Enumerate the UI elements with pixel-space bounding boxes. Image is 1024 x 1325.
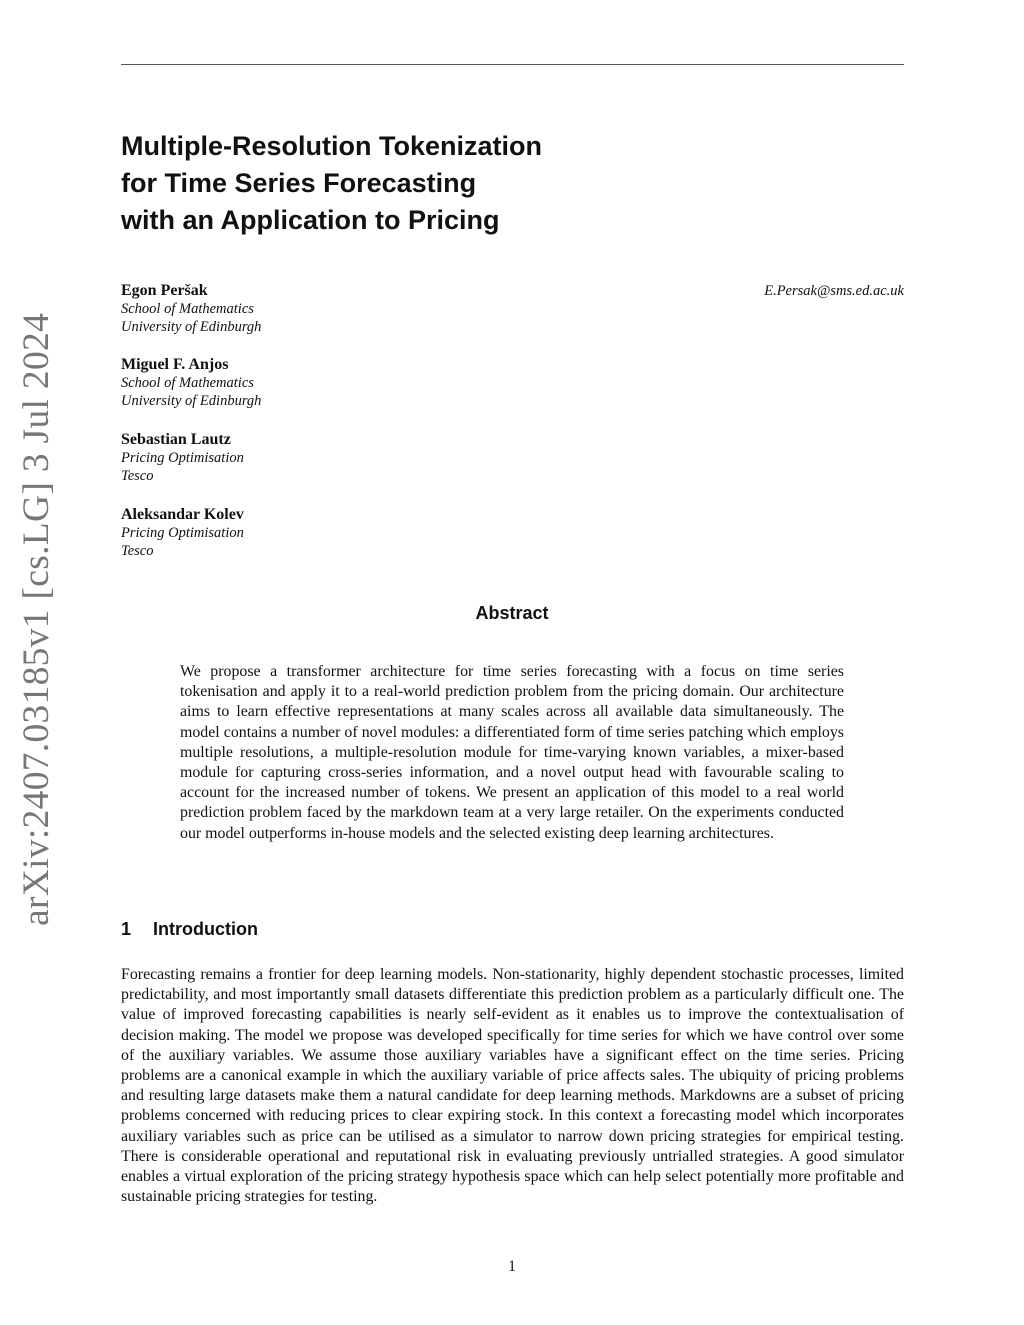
abstract-heading: Abstract [475, 603, 549, 623]
author-affiliation: Tesco [121, 468, 154, 484]
author-affiliation: Pricing Optimisation [121, 450, 244, 466]
author-block [121, 505, 541, 560]
author-name: Egon Peršak [121, 282, 208, 299]
author-affiliation: Pricing Optimisation [121, 525, 244, 541]
section-number: 1 [121, 919, 132, 939]
title-line: Multiple-Resolution Tokenization [121, 131, 542, 161]
introduction-body: Forecasting remains a frontier for deep learning models. Non-stationarity, highly dependent stochastic processes, limited predictability, and most importantly small datasets differentiate this prediction problem as a particularly difficult one. The value of improved forecasting capabilities is nearly self-evident as it enables us to improve the contextualisation of decision making. The model we propose was developed specifically for time series for which we have control over some of the auxiliary variables. We assume those auxiliary variables have a significant effect on the time series. Pricing problems are a canonical example in which the auxiliary variable of price affects sales. The ubiquity of pricing problems and resulting large datasets make them a natural candidate for deep learning methods. Markdowns are a subset of pricing problems concerned with reducing prices to clear expiring stock. In this context a forecasting model which incorporates auxiliary variables such as price can be utilised as a simulator to narrow down pricing strategies for empirical testing. There is considerable operational and reputational risk in evaluating previously untrialled strategies. A good simulator enables a virtual exploration of the pricing strategy hypothesis space which can help select potentially more profitable and sustainable pricing strategies for testing. [121, 966, 904, 1206]
header-rule [121, 64, 904, 65]
author-affiliation: School of Mathematics [121, 375, 254, 391]
section-title: Introduction [153, 919, 258, 939]
author-name: Miguel F. Anjos [121, 356, 229, 373]
title-line: for Time Series Forecasting [121, 168, 477, 198]
author-affiliation: School of Mathematics [121, 301, 254, 317]
author-block [121, 355, 541, 410]
arxiv-stamp: arXiv:2407.03185v1 [cs.LG] 3 Jul 2024 [16, 312, 57, 926]
author-affiliation: Tesco [121, 543, 154, 559]
author-email[interactable]: E.Persak@sms.ed.ac.uk [764, 283, 904, 299]
section-heading [121, 918, 258, 940]
author-block [121, 430, 541, 485]
author-affiliation: University of Edinburgh [121, 319, 262, 335]
author-block [121, 281, 541, 336]
paper-title [121, 128, 681, 239]
author-name: Aleksandar Kolev [121, 506, 244, 523]
author-affiliation: University of Edinburgh [121, 393, 262, 409]
author-name: Sebastian Lautz [121, 431, 231, 448]
abstract-body: We propose a transformer architecture for time series forecasting with a focus on time series tokenisation and apply it to a real-world prediction problem from the pricing domain. Our architecture aims to learn effective representations at many scales across all available data simultaneously. The model contains a number of novel modules: a differentiated form of time series patching which employs multiple resolutions, a multiple-resolution module for time-varying known variables, a mixer-based module for capturing cross-series information, and a novel output head with favourable scaling to account for the increased number of tokens. We present an application of this model to a real world prediction problem faced by the markdown team at a very large retailer. On the experiments conducted our model outperforms in-house models and the selected existing deep learning architectures. [180, 663, 844, 842]
title-line: with an Application to Pricing [121, 205, 500, 235]
page-number: 1 [508, 1258, 516, 1275]
